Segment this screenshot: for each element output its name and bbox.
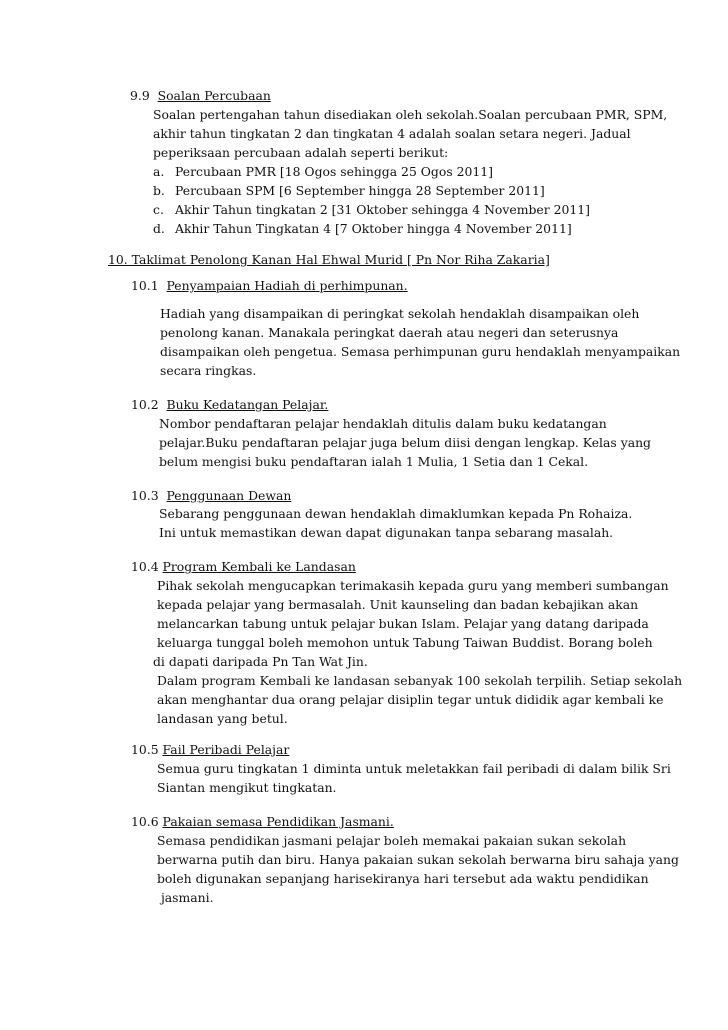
paragraph-line: Nombor pendaftaran pelajar hendaklah ditulis dalam buku kedatangan	[159, 416, 607, 431]
paragraph-line: keluarga tunggal boleh memohon untuk Tabung Taiwan Buddist. Borang boleh	[157, 635, 653, 650]
paragraph-line: Semua guru tingkatan 1 diminta untuk meletakkan fail peribadi di dalam bilik Sri	[157, 761, 671, 776]
list-text: Percubaan SPM [6 September hingga 28 September 2011]	[175, 183, 545, 198]
paragraph-line: Semasa pendidikan jasmani pelajar boleh memakai pakaian sukan sekolah	[157, 833, 627, 848]
list-item	[153, 182, 545, 200]
paragraph-line: jasmani.	[157, 890, 214, 905]
paragraph-line: Ini untuk memastikan dewan dapat digunakan tanpa sebarang masalah.	[159, 525, 614, 540]
list-item	[153, 163, 493, 181]
section-title: Soalan Percubaan	[157, 88, 271, 103]
section-number: 10.4	[131, 559, 159, 574]
section-number: 10.1	[131, 278, 159, 293]
section-title: Program Kembali ke Landasan	[162, 559, 356, 574]
section-title: Penyampaian Hadiah di perhimpunan.	[166, 278, 408, 293]
list-marker: c.	[153, 202, 164, 217]
section-title: Fail Peribadi Pelajar	[162, 742, 290, 757]
paragraph-line: pelajar.Buku pendaftaran pelajar juga belum diisi dengan lengkap. Kelas yang	[159, 435, 651, 450]
paragraph-line: secara ringkas.	[160, 363, 257, 378]
section-10-6-heading	[131, 813, 394, 831]
section-10-2-heading	[131, 396, 328, 414]
paragraph-line: landasan yang betul.	[157, 711, 288, 726]
list-marker: d.	[153, 221, 165, 236]
paragraph-line: Soalan pertengahan tahun disediakan oleh sekolah.Soalan percubaan PMR, SPM,	[153, 107, 668, 122]
list-item	[153, 201, 590, 219]
paragraph-line: disampaikan oleh pengetua. Semasa perhimpunan guru hendaklah menyampaikan	[160, 344, 681, 359]
paragraph-line: Sebarang penggunaan dewan hendaklah dimaklumkan kepada Pn Rohaiza.	[159, 506, 633, 521]
list-text: Percubaan PMR [18 Ogos sehingga 25 Ogos 2011]	[175, 164, 493, 179]
section-9-9-heading	[130, 87, 271, 105]
section-10-3-heading	[131, 487, 291, 505]
paragraph-line: Dalam program Kembali ke landasan sebanyak 100 sekolah terpilih. Setiap sekolah	[157, 673, 683, 688]
paragraph-line: penolong kanan. Manakala peringkat daerah atau negeri dan seterusnya	[160, 325, 619, 340]
paragraph-line: akan menghantar dua orang pelajar disiplin tegar untuk dididik agar kembali ke	[157, 692, 664, 707]
paragraph-line: Siantan mengikut tingkatan.	[157, 780, 337, 795]
paragraph-line: Hadiah yang disampaikan di peringkat sekolah hendaklah disampaikan oleh	[160, 306, 640, 321]
section-number: 10.2	[131, 397, 159, 412]
section-title: Penggunaan Dewan	[166, 488, 292, 503]
list-text: Akhir Tahun tingkatan 2 [31 Oktober sehingga 4 November 2011]	[175, 202, 590, 217]
paragraph-line: peperiksaan percubaan adalah seperti berikut:	[153, 145, 449, 160]
section-number: 10.3	[131, 488, 159, 503]
paragraph-line: belum mengisi buku pendaftaran ialah 1 Mulia, 1 Setia dan 1 Cekal.	[159, 454, 589, 469]
paragraph-line: berwarna putih dan biru. Hanya pakaian sukan sekolah berwarna biru sahaja yang	[157, 852, 679, 867]
paragraph-line: boleh digunakan sepanjang harisekiranya hari tersebut ada waktu pendidikan	[157, 871, 649, 886]
paragraph-line: melancarkan tabung untuk pelajar bukan Islam. Pelajar yang datang daripada	[157, 616, 649, 631]
list-marker: b.	[153, 183, 165, 198]
section-title: Buku Kedatangan Pelajar.	[166, 397, 329, 412]
section-10-1-heading	[131, 277, 408, 295]
section-10-4-heading	[131, 558, 356, 576]
paragraph-line: Pihak sekolah mengucapkan terimakasih kepada guru yang memberi sumbangan	[157, 578, 669, 593]
section-10-5-heading	[131, 741, 289, 759]
section-number: 10.5	[131, 742, 159, 757]
list-marker: a.	[153, 164, 165, 179]
section-number: 9.9	[130, 88, 150, 103]
paragraph-line: kepada pelajar yang bermasalah. Unit kaunseling dan badan kebajikan akan	[157, 597, 639, 612]
section-number: 10.6	[131, 814, 159, 829]
list-item	[153, 220, 572, 238]
paragraph-line: di dapati daripada Pn Tan Wat Jin.	[153, 654, 368, 669]
list-text: Akhir Tahun Tingkatan 4 [7 Oktober hingga 4 November 2011]	[175, 221, 572, 236]
paragraph-line: akhir tahun tingkatan 2 dan tingkatan 4 adalah soalan setara negeri. Jadual	[153, 126, 631, 141]
section-10-heading: 10. Taklimat Penolong Kanan Hal Ehwal Murid [ Pn Nor Riha Zakaria]	[108, 252, 550, 267]
section-title: Pakaian semasa Pendidikan Jasmani.	[162, 814, 394, 829]
